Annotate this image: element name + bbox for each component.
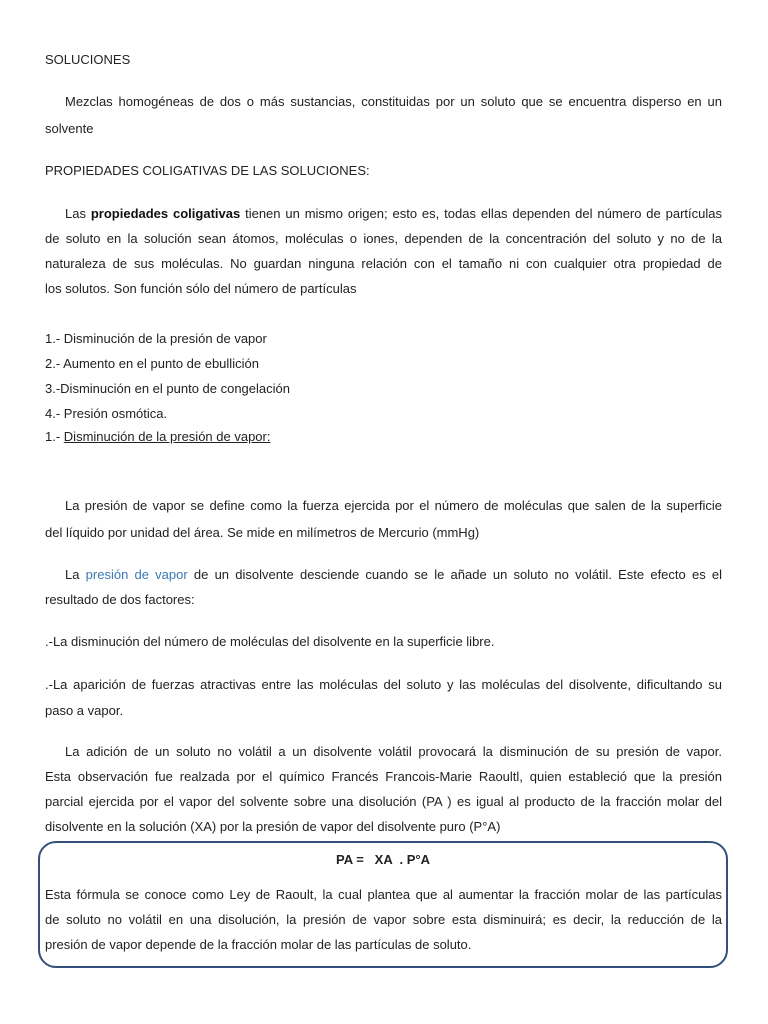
section-heading: PROPIEDADES COLIGATIVAS DE LAS SOLUCIONES: [45, 163, 370, 178]
raoult-line-1: La adición de un soluto no volátil a un disolvente volátil provocará la disminución de su presión de vapor. [65, 744, 722, 759]
definition-line-2: del líquido por unidad del área. Se mide en milímetros de Mercurio (mmHg) [45, 525, 480, 540]
box-line-1: Esta fórmula se conoce como Ley de Raoult, la cual plantea que al aumentar la fracción molar de las partículas [45, 887, 722, 902]
list-item: 3.-Disminución en el punto de congelación [45, 381, 290, 396]
coligativas-bold-term: propiedades coligativas [90, 206, 241, 221]
intro-line-2: solvente [45, 121, 94, 136]
coligativas-prefix: Las [65, 206, 91, 221]
coligativas-rest: tienen un mismo origen; esto es, todas ellas dependen del número de partículas [240, 206, 723, 221]
factor-1: .-La disminución del número de moléculas del disolvente en la superficie libre. [45, 634, 495, 649]
factor-2-line-2: paso a vapor. [45, 703, 124, 718]
coligativas-line-2: de soluto en la solución sean átomos, moléculas o iones, dependen de la concentración del soluto y no de la [45, 231, 722, 246]
subheading [45, 429, 270, 444]
page-title: SOLUCIONES [45, 52, 131, 67]
raoult-line-4: disolvente en la solución (XA) por la presión de vapor del disolvente puro (P°A) [45, 819, 501, 834]
desciende-line-1 [65, 567, 722, 582]
coligativas-line-3: naturaleza de sus moléculas. No guardan ninguna relación con el tamaño ni con cualquier otra propiedad de [45, 256, 722, 271]
desciende-line-2: resultado de dos factores: [45, 592, 195, 607]
desciende-rest: de un disolvente desciende cuando se le añade un soluto no volátil. Este efecto es el [187, 567, 723, 582]
box-line-3: presión de vapor depende de la fracción molar de las partículas de soluto. [45, 937, 472, 952]
factor-2-line-1: .-La aparición de fuerzas atractivas entre las moléculas del soluto y las moléculas del disolvente, dificultando su [45, 677, 722, 692]
list-item: 4.- Presión osmótica. [45, 406, 168, 421]
coligativas-line-4: los solutos. Son función sólo del número de partículas [45, 281, 357, 296]
raoult-line-2: Esta observación fue realzada por el químico Francés Francois-Marie Raoultl, quien estableció que la presión [45, 769, 722, 784]
subheading-prefix: 1.- [45, 429, 64, 444]
raoult-formula: PA = XA . P°A [336, 852, 430, 867]
raoult-line-3: parcial ejercida por el vapor del solvente sobre una disolución (PA ) es igual al producto de la fracción molar del [45, 794, 722, 809]
list-item: 1.- Disminución de la presión de vapor [45, 331, 267, 346]
definition-line-1: La presión de vapor se define como la fuerza ejercida por el número de moléculas que salen de la superficie [65, 498, 722, 513]
coligativas-line-1 [65, 206, 722, 221]
intro-line-1: Mezclas homogéneas de dos o más sustancias, constituidas por un soluto que se encuentra disperso en un [65, 94, 722, 109]
list-item: 2.- Aumento en el punto de ebullición [45, 356, 259, 371]
subheading-text: Disminución de la presión de vapor: [63, 429, 271, 444]
desciende-prefix: La [65, 567, 86, 582]
presion-de-vapor-link[interactable]: presión de vapor [85, 567, 188, 582]
box-line-2: de soluto no volátil en una disolución, la presión de vapor sobre esta disminuirá; es decir, la reducción de la [45, 912, 722, 927]
